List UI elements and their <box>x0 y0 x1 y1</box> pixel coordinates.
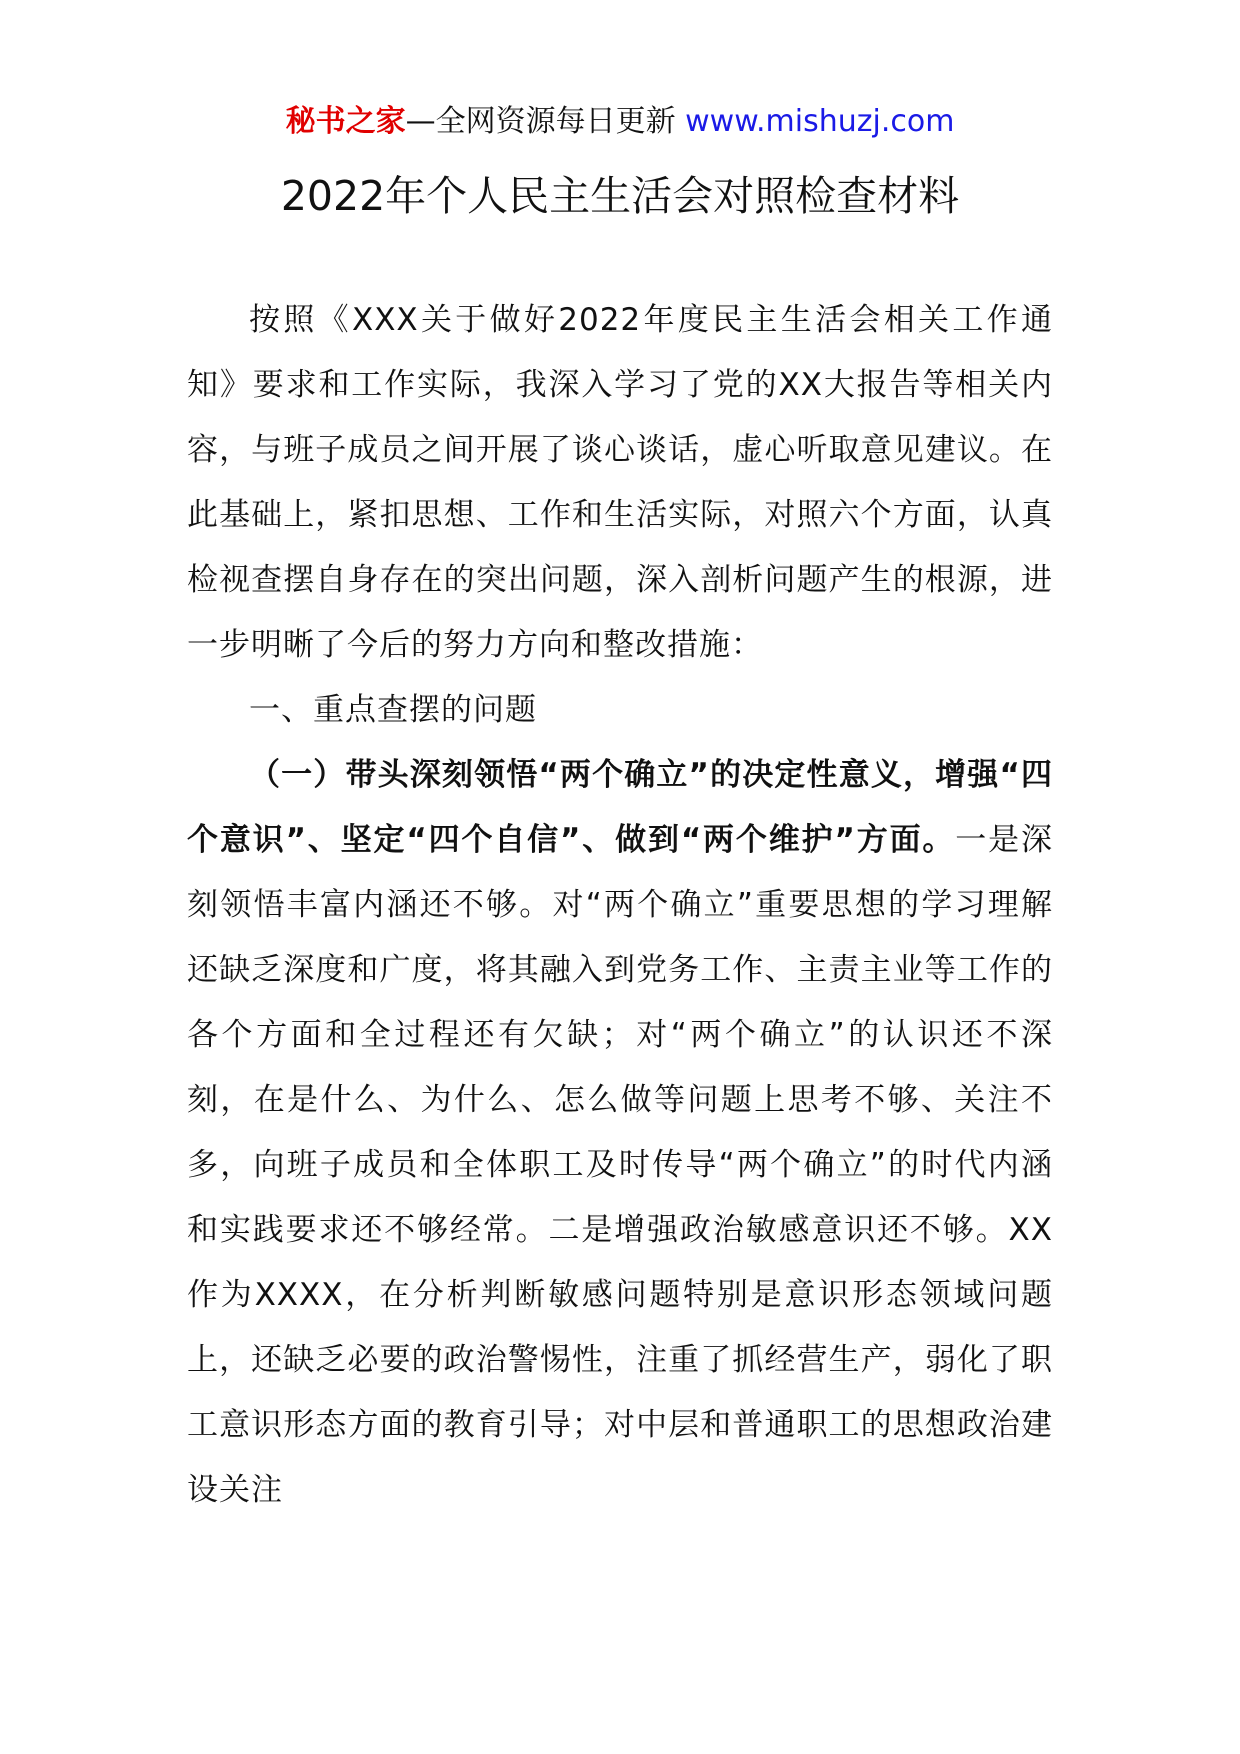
site-url-link[interactable]: www.mishuzj.com <box>685 104 955 139</box>
subsection-heading: （一）带头深刻领悟“两个确立”的决定性意义，增强“四个意识”、坚定“四个自信”、做到“两个维护”方面。 <box>187 757 1053 858</box>
brand-name: 秘书之家 <box>285 104 406 139</box>
subsection-body: 一是深刻领悟丰富内涵还不够。对“两个确立”重要思想的学习理解还缺乏深度和广度，将其融入到党务工作、主责主业等工作的各个方面和全过程还有欠缺；对“两个确立”的认识还不深刻，在是什么、为什么、怎么做等问题上思考不够、关注不多，向班子成员和全体职工及时传导“两个确立”的时代内涵和实践要求还不够经常。二是增强政治敏感意识还不够。XX作为XXXX，在分析判断敏感问题特别是意识形态领域问题上，还缺乏必要的政治警惕性，注重了抓经营生产，弱化了职工意识形态方面的教育引导；对中层和普通职工的思想政治建设关注 <box>187 822 1053 1508</box>
document-body <box>187 288 1053 1523</box>
document-title: 2022年个人民主生活会对照检查材料 <box>280 172 960 220</box>
intro-paragraph: 按照《XXX关于做好2022年度民主生活会相关工作通知》要求和工作实际，我深入学习了党的XX大报告等相关内容，与班子成员之间开展了谈心谈话，虚心听取意见建议。在此基础上，紧扣思想、工作和生活实际，对照六个方面，认真检视查摆自身存在的突出问题，深入剖析问题产生的根源，进一步明晰了今后的努力方向和整改措施： <box>187 302 1053 663</box>
brand-slogan: —全网资源每日更新 <box>405 104 676 139</box>
watermark-header <box>0 100 1240 144</box>
section-heading: 一、重点查摆的问题 <box>249 692 537 728</box>
subsection-paragraph <box>187 743 1053 1523</box>
